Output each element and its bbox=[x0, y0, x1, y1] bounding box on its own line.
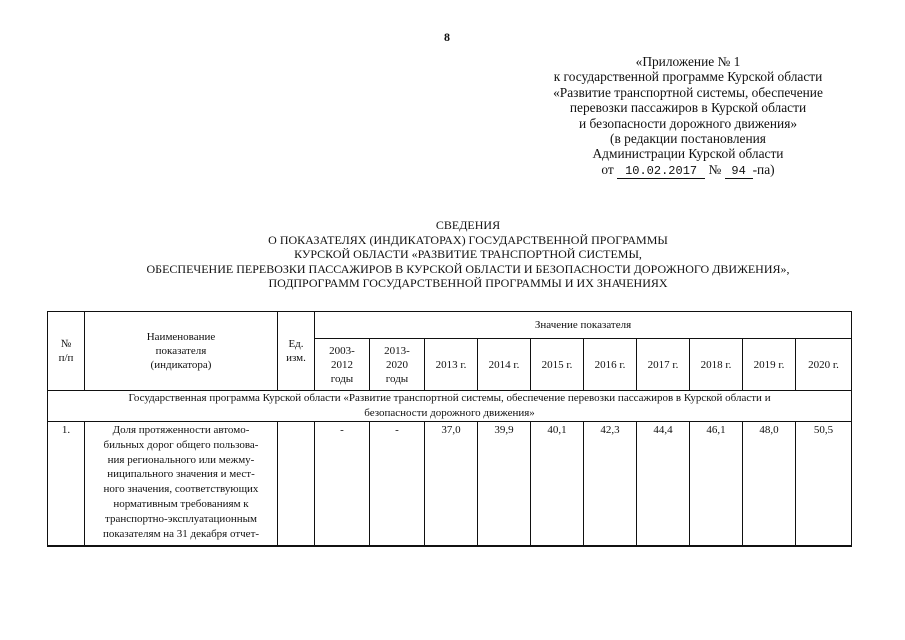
table-row bbox=[48, 422, 852, 547]
title-line: ПОДПРОГРАММ ГОСУДАРСТВЕННОЙ ПРОГРАММЫ И ИХ ЗНАЧЕНИЯХ bbox=[268, 276, 668, 291]
header-period-line: 2012 bbox=[331, 358, 353, 371]
header-period-line: 2013- bbox=[384, 344, 410, 357]
indicator-name-line: Доля протяженности автомо- bbox=[112, 424, 250, 436]
resolution-date: 10.02.2017 bbox=[617, 165, 705, 179]
section-title-line: Государственная программа Курской области «Развитие транспортной системы, обеспечение перевозки пассажиров в Курской области и bbox=[128, 392, 771, 404]
page-number: 8 bbox=[444, 30, 450, 44]
section-row bbox=[48, 391, 852, 422]
indicator-name-line: ного значения, соответствующих bbox=[103, 483, 259, 496]
header-name-line: Наименование bbox=[146, 331, 216, 343]
appendix-block bbox=[510, 54, 866, 179]
header-name-line: (индикатора) bbox=[150, 359, 212, 371]
number-prefix: № bbox=[708, 161, 722, 177]
document-title bbox=[60, 218, 876, 291]
date-prefix: от bbox=[601, 161, 614, 177]
appendix-line: перевозки пассажиров в Курской области bbox=[569, 100, 807, 116]
header-unit bbox=[278, 312, 315, 391]
indicator-name-line: нормативным требованиям к bbox=[113, 497, 249, 510]
value-cell: 37,0 bbox=[425, 422, 478, 547]
header-period: 2019 г. bbox=[743, 339, 796, 391]
title-line: КУРСКОЙ ОБЛАСТИ «РАЗВИТИЕ ТРАНСПОРТНОЙ СИСТЕМЫ, bbox=[294, 247, 642, 262]
header-period: 2015 г. bbox=[531, 339, 584, 391]
indicator-name-line: ниципального значения и мест- bbox=[107, 468, 255, 481]
header-period: 2014 г. bbox=[478, 339, 531, 391]
indicator-name-line: показателям на 31 декабря отчет- bbox=[102, 527, 260, 540]
header-name-line: показателя bbox=[155, 345, 207, 357]
header-period-line: 2003- bbox=[329, 344, 355, 357]
appendix-date-line bbox=[510, 162, 866, 179]
value-cell: - bbox=[315, 422, 370, 547]
appendix-line: Администрации Курской области bbox=[592, 146, 784, 162]
title-line: СВЕДЕНИЯ bbox=[435, 218, 501, 232]
appendix-line: и безопасности дорожного движения» bbox=[578, 115, 798, 131]
header-period: 2016 г. bbox=[584, 339, 637, 391]
header-period bbox=[315, 339, 370, 391]
header-period: 2018 г. bbox=[690, 339, 743, 391]
appendix-line: «Приложение № 1 bbox=[635, 54, 741, 69]
title-line: О ПОКАЗАТЕЛЯХ (ИНДИКАТОРАХ) ГОСУДАРСТВЕННОЙ ПРОГРАММЫ bbox=[268, 232, 668, 247]
section-title bbox=[48, 391, 852, 422]
indicator-name-line: транспортно-эксплуатационным bbox=[105, 512, 257, 525]
value-cell: 48,0 bbox=[743, 422, 796, 547]
indicator-name-line: ния регионального или межму- bbox=[107, 453, 255, 466]
title-line: ОБЕСПЕЧЕНИЕ ПЕРЕВОЗКИ ПАССАЖИРОВ В КУРСКОЙ ОБЛАСТИ И БЕЗОПАСНОСТИ ДОРОЖНОГО ДВИЖЕНИЯ», bbox=[146, 261, 790, 276]
header-period-line: годы bbox=[385, 372, 409, 385]
header-period-line: годы bbox=[330, 372, 354, 385]
header-unit-line: изм. bbox=[286, 352, 306, 364]
value-cell: - bbox=[370, 422, 425, 547]
unit-cell bbox=[278, 422, 315, 547]
header-row-top bbox=[48, 312, 852, 339]
header-num-line: № bbox=[60, 338, 72, 350]
value-cell: 46,1 bbox=[690, 422, 743, 547]
header-name bbox=[85, 312, 278, 391]
resolution-number: 94 bbox=[725, 165, 753, 179]
value-cell: 44,4 bbox=[637, 422, 690, 547]
header-num-line: п/п bbox=[58, 352, 74, 364]
appendix-line: «Развитие транспортной системы, обеспечение bbox=[553, 84, 823, 100]
header-unit-line: Ед. bbox=[288, 338, 304, 350]
header-period: 2013 г. bbox=[425, 339, 478, 391]
indicator-name bbox=[85, 422, 278, 547]
header-period bbox=[370, 339, 425, 391]
value-cell: 42,3 bbox=[584, 422, 637, 547]
header-period: 2017 г. bbox=[637, 339, 690, 391]
appendix-line: к государственной программе Курской области bbox=[553, 69, 823, 85]
indicator-name-line: бильных дорог общего пользова- bbox=[103, 438, 259, 451]
header-period: 2020 г. bbox=[796, 339, 852, 391]
value-cell: 40,1 bbox=[531, 422, 584, 547]
value-cell: 39,9 bbox=[478, 422, 531, 547]
indicators-table bbox=[47, 311, 852, 547]
row-number: 1. bbox=[48, 422, 85, 547]
header-num bbox=[48, 312, 85, 391]
header-period-line: 2020 bbox=[386, 358, 408, 371]
appendix-line: (в редакции постановления bbox=[610, 131, 766, 147]
section-title-line: безопасности дорожного движения» bbox=[364, 407, 535, 419]
value-cell: 50,5 bbox=[796, 422, 852, 547]
resolution-suffix: -па) bbox=[752, 161, 775, 177]
header-value-group: Значение показателя bbox=[315, 312, 852, 339]
